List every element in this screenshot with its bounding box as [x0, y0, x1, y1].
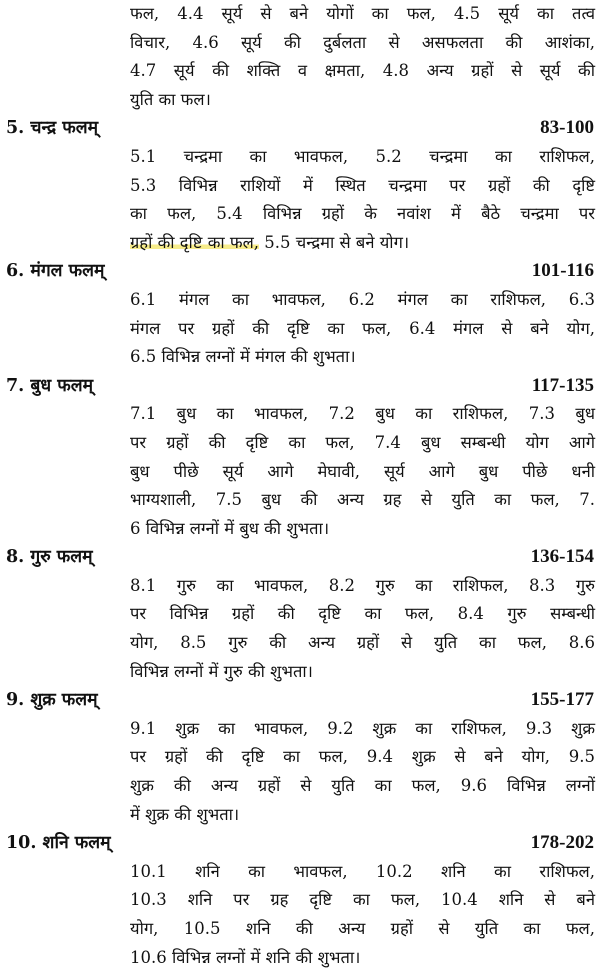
- body-text: 5.5 चन्द्रमा से बने योग।: [259, 232, 410, 252]
- chapter-page-range: 155-177: [530, 689, 594, 711]
- chapter-title: 7. बुध फलम्: [6, 375, 94, 396]
- toc-body-line: पर विभिन्न ग्रहों की दृष्टि का फल, 8.4 गुरु सम्बन्धी: [130, 604, 595, 624]
- chapter-page-range: 101-116: [531, 260, 594, 282]
- toc-body-line: शुक्र की अन्य ग्रहों से युति का फल, 9.6 विभिन्न लग्नों: [130, 776, 595, 796]
- chapter-title: 5. चन्द्र फलम्: [6, 118, 99, 139]
- toc-body-line: 10.6 विभिन्न लग्नों में शनि की शुभता।: [130, 947, 361, 967]
- toc-body-line: मंगल पर ग्रहों की दृष्टि का फल, 6.4 मंगल से बने योग,: [130, 318, 595, 338]
- chapter-heading: [0, 257, 600, 286]
- chapter-title: 10. शनि फलम्: [6, 833, 111, 854]
- toc-body-line: फल, 4.4 सूर्य से बने योगों का फल, 4.5 सूर्य का तत्व: [130, 4, 595, 23]
- toc-body-line: 6.5 विभिन्न लग्नों में मंगल की शुभता।: [130, 347, 356, 367]
- highlighted-text: ग्रहों की दृष्टि का फल,: [130, 232, 260, 252]
- chapter-title: 8. गुरु फलम्: [6, 547, 93, 568]
- toc-body-line: 4.7 सूर्य की शक्ति व क्षमता, 4.8 अन्य ग्रहों से सूर्य की: [130, 61, 595, 81]
- toc-body-line: युति का फल।: [130, 89, 211, 109]
- toc-body-line: 6 विभिन्न लग्नों में बुध की शुभता।: [130, 518, 330, 538]
- toc-body-line: बुध पीछे सूर्य आगे मेघावी, सूर्य आगे बुध पीछे धनी: [130, 461, 595, 481]
- toc-body-line: 5.1 चन्द्रमा का भावफल, 5.2 चन्द्रमा का राशिफल,: [130, 146, 595, 166]
- toc-body-line: भाग्यशाली, 7.5 बुध की अन्य ग्रह से युति का फल, 7.: [130, 490, 595, 510]
- toc-body-line: 10.3 शनि पर ग्रह दृष्टि का फल, 10.4 शनि से बने: [130, 890, 595, 910]
- chapter-page-range: 83-100: [540, 117, 594, 139]
- toc-body-line: 6.1 मंगल का भावफल, 6.2 मंगल का राशिफल, 6.3: [130, 289, 595, 309]
- toc-body-line: [130, 229, 595, 258]
- toc-body-line: 5.3 विभिन्न राशियों में स्थित चन्द्रमा पर ग्रहों की दृष्टि: [130, 175, 595, 195]
- toc-body-line: विभिन्न लग्नों में गुरु की शुभता।: [130, 661, 313, 681]
- chapter-heading: [0, 543, 600, 572]
- toc-body-line: विचार, 4.6 सूर्य की दुर्बलता से असफलता की आशंका,: [130, 32, 595, 52]
- chapter-title: 6. मंगल फलम्: [6, 261, 105, 282]
- chapter-heading: [0, 372, 600, 401]
- toc-body-line: पर ग्रहों की दृष्टि का फल, 9.4 शुक्र से बने योग, 9.5: [130, 747, 595, 767]
- toc-body-line: योग, 8.5 गुरु की अन्य ग्रहों से युति का फल, 8.6: [130, 633, 595, 653]
- toc-body-line: पर ग्रहों की दृष्टि का फल, 7.4 बुध सम्बन्धी योग आगे: [130, 432, 595, 452]
- chapter-heading: [0, 829, 600, 858]
- toc-body-line: का फल, 5.4 विभिन्न ग्रहों के नवांश में बैठे चन्द्रमा पर: [130, 204, 595, 224]
- chapter-heading: [0, 114, 600, 143]
- toc-body-line: 8.1 गुरु का भावफल, 8.2 गुरु का राशिफल, 8.3 गुरु: [130, 575, 595, 595]
- toc-body-line: 7.1 बुध का भावफल, 7.2 बुध का राशिफल, 7.3 बुध: [130, 404, 595, 424]
- toc-body-line: में शुक्र की शुभता।: [130, 804, 240, 824]
- toc-body-line: 10.1 शनि का भावफल, 10.2 शनि का राशिफल,: [130, 861, 595, 881]
- chapter-page-range: 136-154: [530, 546, 594, 568]
- chapter-heading: [0, 686, 600, 715]
- toc-body-line: 9.1 शुक्र का भावफल, 9.2 शुक्र का राशिफल, 9.3 शुक्र: [130, 718, 595, 738]
- chapter-page-range: 117-135: [531, 374, 594, 396]
- chapter-title: 9. शुक्र फलम्: [6, 690, 98, 711]
- toc-body-line: योग, 10.5 शनि की अन्य ग्रहों से युति का फल,: [130, 919, 595, 938]
- chapter-page-range: 178-202: [530, 832, 594, 854]
